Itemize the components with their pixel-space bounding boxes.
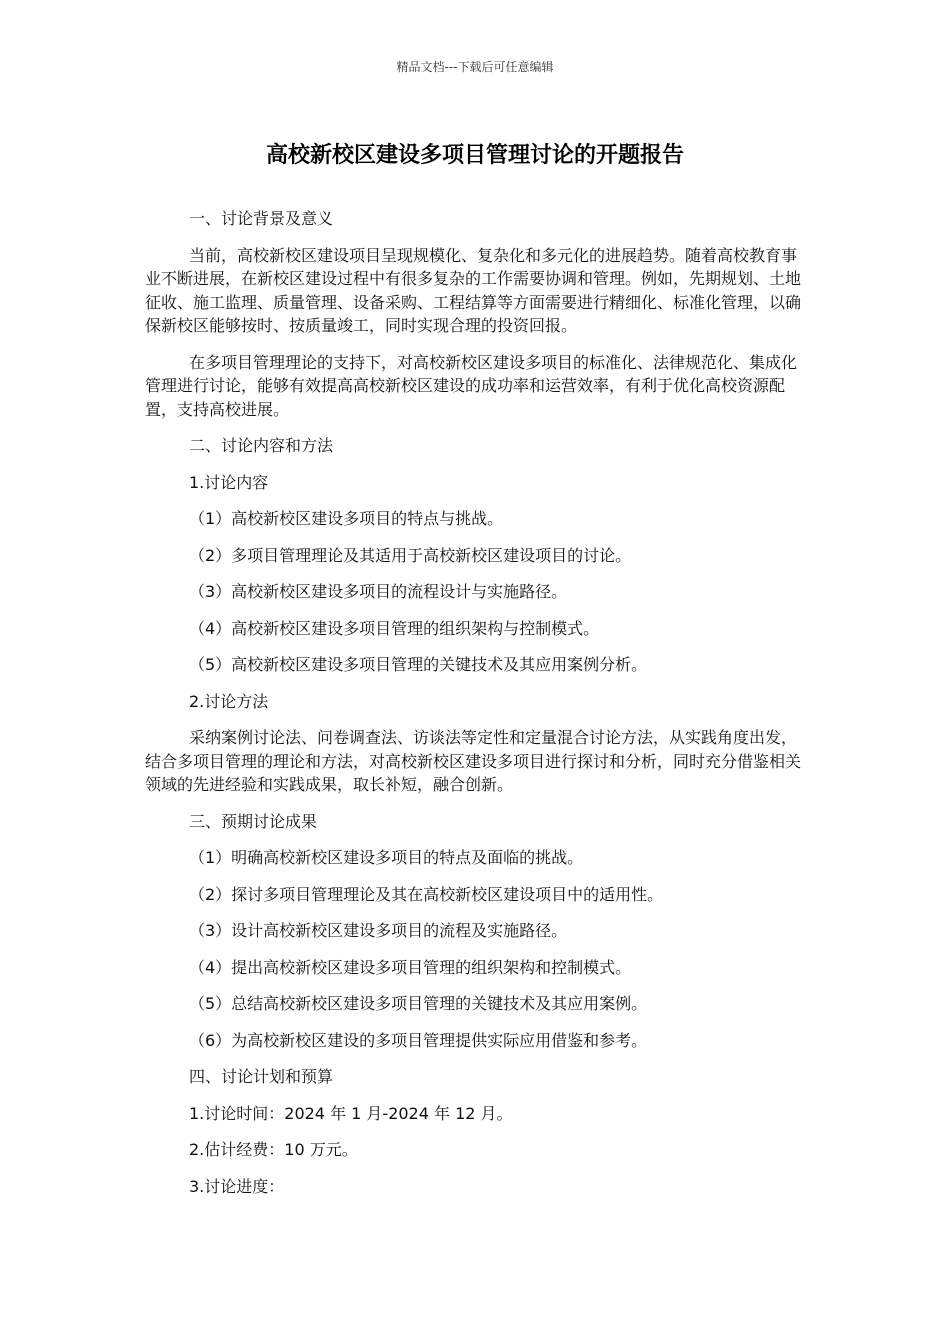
list-item: （4）提出高校新校区建设多项目管理的组织架构和控制模式。 — [189, 957, 632, 977]
list-item: （3）高校新校区建设多项目的流程设计与实施路径。 — [189, 582, 568, 601]
list-item: （3）设计高校新校区建设多项目的流程及实施路径。 — [189, 921, 568, 940]
section-heading-3: 三、预期讨论成果 — [189, 811, 318, 831]
section-heading-1: 一、讨论背景及意义 — [189, 209, 334, 228]
plan-time: 1.讨论时间：2024 年 1 月-2024 年 12 月。 — [189, 1103, 513, 1123]
list-item: （2）探讨多项目管理理论及其在高校新校区建设项目中的适用性。 — [189, 884, 664, 904]
paragraph-method: 采纳案例讨论法、问卷调查法、访谈法等定性和定量混合讨论方法，从实践角度出发，结合多项目管理的理论和方法，对高校新校区建设多项目进行探讨和分析，同时充分借鉴相关领域的先进经验和实践成果，取长补短，融合创新。 — [145, 728, 802, 794]
list-item: （1）高校新校区建设多项目的特点与挑战。 — [189, 509, 504, 528]
document-title: 高校新校区建设多项目管理讨论的开题报告 — [265, 143, 684, 168]
paragraph-significance: 在多项目管理理论的支持下，对高校新校区建设多项目的标准化、法律规范化、集成化管理进行讨论，能够有效提高高校新校区建设的成功率和运营效率，有利于优化高校资源配置，支持高校进展。 — [145, 352, 798, 419]
subheading-method: 2.讨论方法 — [189, 691, 269, 711]
document-body — [145, 207, 807, 1211]
list-item: （1）明确高校新校区建设多项目的特点及面临的挑战。 — [189, 848, 584, 867]
section-heading-4: 四、讨论计划和预算 — [189, 1067, 334, 1086]
list-item: （5）高校新校区建设多项目管理的关键技术及其应用案例分析。 — [189, 655, 648, 674]
header-note: 精品文档---下载后可任意编辑 — [396, 60, 554, 74]
plan-budget: 2.估计经费：10 万元。 — [189, 1140, 358, 1159]
plan-progress: 3.讨论进度： — [189, 1176, 285, 1196]
list-item: （5）总结高校新校区建设多项目管理的关键技术及其应用案例。 — [189, 994, 648, 1013]
paragraph-background: 当前，高校新校区建设项目呈现规模化、复杂化和多元化的进展趋势。随着高校教育事业不断进展，在新校区建设过程中有很多复杂的工作需要协调和管理。例如，先期规划、土地征收、施工监理、质量管理、设备采购、工程结算等方面需要进行精细化、标准化管理，以确保新校区能够按时、按质量竣工，同时实现合理的投资回报。 — [145, 245, 802, 335]
section-heading-2: 二、讨论内容和方法 — [189, 436, 334, 455]
list-item: （4）高校新校区建设多项目管理的组织架构与控制模式。 — [189, 618, 600, 638]
list-item: （2）多项目管理理论及其适用于高校新校区建设项目的讨论。 — [189, 545, 632, 565]
subheading-content: 1.讨论内容 — [189, 472, 269, 492]
list-item: （6）为高校新校区建设的多项目管理提供实际应用借鉴和参考。 — [189, 1030, 648, 1050]
